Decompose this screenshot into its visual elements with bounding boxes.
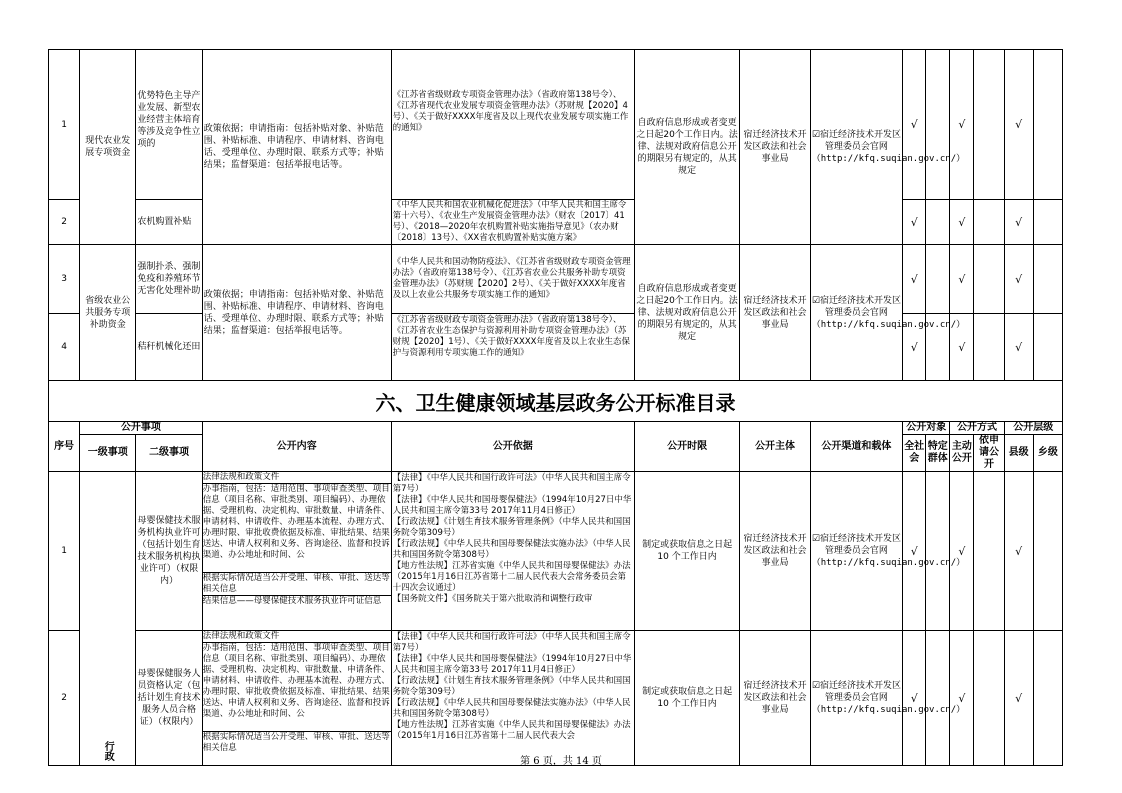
row-number: 2 [49, 631, 80, 766]
check-county: √ [1004, 314, 1033, 381]
check-town [1033, 245, 1062, 314]
check-town [1033, 631, 1062, 766]
public-channel [810, 245, 966, 381]
header-object: 公开对象 [903, 422, 950, 435]
public-time: 制定或获取信息之日起 10 个工作日内 [634, 472, 740, 631]
check-town [1033, 314, 1062, 381]
public-basis: 《江苏省省级财政专项资金管理办法》（省政府第138号令）、《江苏省农业生态保护与资源利用补助专项资金管理办法》（苏财规【2020】1号）、《关于做好XXXX年度省及以上农业生态保护与资源利用专项实施工作的通知》 [391, 314, 634, 381]
public-subject: 宿迁经济技术开发区政法和社会事业局 [740, 631, 810, 766]
check-specific-group [926, 50, 950, 200]
row-number: 4 [49, 314, 80, 381]
second-level-item: 母婴保健技术服务机构执业许可（包括计划生育技术服务机构执业许可）（权限内） [136, 472, 202, 631]
check-active: √ [950, 631, 974, 766]
header-m-request: 依申请公开 [974, 435, 1004, 472]
content-line: 法律法规和政策文件 [203, 472, 391, 484]
row-number: 1 [49, 472, 80, 631]
public-time: 自政府信息形成或者变更之日起20个工作日内。法律、法规对政府信息公开的期限另有规定的，从其规定 [634, 50, 740, 245]
check-on-request [974, 472, 1004, 631]
catalog-sheet [48, 49, 1063, 766]
public-subject: 宿迁经济技术开发区政法和社会事业局 [740, 50, 810, 245]
header-channel: 公开渠道和载体 [810, 422, 902, 472]
check-specific-group [926, 631, 950, 766]
public-basis: 【法律】《中华人民共和国行政许可法》（中华人民共和国主席令第7号） 【法律】《中华人民共和国母婴保健法》（1994年10月27日中华人民共和国主席令第33号 2017年11月4日修正） 【行政法规】《计划生育技术服务管理条例》（中华人民共和国国务院令第309号） 【行政法规】《中华人民共和国母婴保健法实施办法》（中华人民共和国国务院令第308号） 【地方性法规】江苏省实施《中华人民共和国母婴保健法》办法（2015年1月16日江苏省第十二届人民代表大会常务委员会第十四次会议通过） 【国务院文件】《国务院关于第六批取消和调整行政审 [391, 472, 634, 631]
public-time: 制定或获取信息之日起 10 个工作日内 [634, 631, 740, 766]
check-specific-group [926, 200, 950, 245]
public-channel [810, 472, 966, 631]
table-row [49, 631, 1063, 766]
header-public-matter: 公开事项 [80, 422, 203, 435]
check-all-society: √ [903, 314, 926, 381]
public-channel [810, 631, 966, 766]
check-county: √ [1004, 245, 1033, 314]
check-county: √ [1004, 472, 1033, 631]
channel-url: （http://kfq.suqian.gov.cn/） [811, 319, 966, 330]
first-level-item: 省级农业公共服务专项补助资金 [80, 245, 136, 381]
channel-url: （http://kfq.suqian.gov.cn/） [811, 558, 966, 568]
table-row [49, 245, 1063, 314]
public-content [202, 472, 391, 631]
public-basis: 《江苏省省级财政专项资金管理办法》（省政府第138号令）、《江苏省现代农业发展专项资金管理办法》（苏财规【2020】4号）、《关于做好XXXX年度省及以上现代农业发展专项实施工作的通知》 [391, 50, 634, 200]
channel-url: （http://kfq.suqian.gov.cn/） [811, 154, 966, 164]
check-active: √ [950, 50, 974, 200]
table-row [49, 200, 1063, 245]
check-all-society: √ [903, 50, 926, 200]
channel-name: ☑宿迁经济技术开发区管理委员会官网 [811, 295, 901, 318]
check-on-request [974, 200, 1004, 245]
header-obj-specific: 特定群体 [926, 435, 950, 472]
header-level: 公开层级 [1004, 422, 1062, 435]
header-first-level: 一级事项 [80, 435, 136, 472]
channel-name: ☑宿迁经济技术开发区管理委员会官网 [811, 534, 901, 556]
first-level-item [80, 472, 136, 766]
header-method: 公开方式 [950, 422, 1004, 435]
public-basis: 【法律】《中华人民共和国行政许可法》（中华人民共和国主席令第7号） 【法律】《中华人民共和国母婴保健法》（1994年10月27日中华人民共和国主席令第33号 2017年11月4日修正） 【行政法规】《计划生育技术服务管理条例》（中华人民共和国国务院令第309号） 【行政法规】《中华人民共和国母婴保健法实施办法》（中华人民共和国国务院令第308号） 【地方性法规】江苏省实施《中华人民共和国母婴保健法》办法（2015年1月16日江苏省第十二届人民代表大会 [391, 631, 634, 766]
header-content: 公开内容 [202, 422, 391, 472]
check-all-society: √ [903, 472, 926, 631]
content-line: 办事指南，包括：适用范围、事项审查类型、项目信息（项目名称、审批类别、项目编码）、办理依据、受理机构、决定机构、审批数量、申请条件、申请材料、申请收件、办理基本流程、办理方式、办理时限、审批收费依据及标准、审批结果、结果送达、申请人权利和义务、咨询途径、监督和投诉渠道、办公地址和时间、公 [203, 643, 391, 732]
public-content [202, 631, 391, 766]
check-active: √ [950, 314, 974, 381]
header-m-active: 主动公开 [950, 435, 974, 472]
check-county: √ [1004, 631, 1033, 766]
public-channel [810, 50, 966, 245]
header-subject: 公开主体 [740, 422, 810, 472]
check-town [1033, 472, 1062, 631]
check-all-society: √ [903, 200, 926, 245]
table-row [49, 472, 1063, 631]
second-level-item: 母婴保健服务人员资格认定（包括计划生育技术服务人员合格证）（权限内） [136, 631, 202, 766]
check-on-request [974, 314, 1004, 381]
public-basis: 《中华人民共和国动物防疫法》、《江苏省省级财政专项资金管理办法》（省政府第138号令）、《江苏省农业公共服务补助专项资金管理办法》（苏财规【2020】2号）、《关于做好XXXX年度省及以上农业公共服务专项实施工作的通知》 [391, 245, 634, 314]
header-time: 公开时限 [634, 422, 740, 472]
section-title-row [49, 381, 1063, 422]
content-line: 根据实际情况适当公开受理、审核、审批、送达等相关信息 [202, 573, 390, 594]
check-all-society: √ [903, 245, 926, 314]
header-l-county: 县级 [1004, 435, 1033, 472]
second-level-item: 农机购置补贴 [136, 200, 202, 245]
check-active: √ [950, 245, 974, 314]
public-content: 政策依据；申请指南：包括补贴对象、补贴范围、补贴标准、申请程序、申请材料、咨询电话、受理单位、办理时限、联系方式等；补贴结果；监督渠道：包括举报电话等。 [202, 50, 391, 245]
second-level-item: 优势特色主导产业发展、新型农业经营主体培育等涉及竞争性立项的 [136, 50, 202, 200]
header-row [49, 422, 1063, 435]
public-content: 政策依据；申请指南：包括补贴对象、补贴范围、补贴标准、申请程序、申请材料、咨询电话、受理单位、办理时限、联系方式等；补贴结果；监督渠道：包括举报电话等。 [202, 245, 391, 381]
second-level-item: 秸秆机械化还田 [136, 314, 202, 381]
check-on-request [974, 245, 1004, 314]
check-active: √ [950, 472, 974, 631]
content-line: 根据实际情况适当公开受理、审核、审批、送达等相关信息 [202, 732, 390, 753]
content-line: 结果信息——母婴保健技术服务执业许可证信息 [202, 596, 382, 606]
content-line: 法律法规和政策文件 [203, 631, 391, 643]
check-specific-group [926, 472, 950, 631]
header-basis: 公开依据 [391, 422, 634, 472]
catalog-table [48, 49, 1063, 766]
check-all-society: √ [903, 631, 926, 766]
first-level-item: 现代农业发展专项资金 [80, 50, 136, 245]
header-obj-all: 全社会 [903, 435, 926, 472]
content-line: 办事指南，包括：适用范围、事项审查类型、项目信息（项目名称、审批类别、项目编码）、办理依据、受理机构、决定机构、审批数量、申请条件、申请材料、申请收件、办理基本流程、办理方式、办理时限、审批收费依据及标准、审批结果、结果送达、申请人权利和义务、咨询途径、监督和投诉渠道、办公地址和时间、公 [203, 484, 391, 573]
header-second-level: 二级事项 [136, 435, 202, 472]
row-number: 2 [49, 200, 80, 245]
row-number: 1 [49, 50, 80, 200]
row-number: 3 [49, 245, 80, 314]
check-on-request [974, 631, 1004, 766]
public-subject: 宿迁经济技术开发区政法和社会事业局 [740, 472, 810, 631]
page-footer: 第 6 页，共 14 页 [520, 756, 602, 767]
channel-url: （http://kfq.suqian.gov.cn/） [811, 705, 966, 715]
check-county: √ [1004, 50, 1033, 200]
check-active: √ [950, 200, 974, 245]
channel-name: ☑宿迁经济技术开发区管理委员会官网 [811, 130, 901, 152]
check-county: √ [1004, 200, 1033, 245]
check-town [1033, 200, 1062, 245]
public-time: 自政府信息形成或者变更之日起20个工作日内。法律、法规对政府信息公开的期限另有规定的，从其规定 [634, 245, 740, 381]
check-specific-group [926, 245, 950, 314]
section-title: 六、卫生健康领域基层政务公开标准目录 [49, 381, 1063, 422]
public-subject: 宿迁经济技术开发区政法和社会事业局 [740, 245, 810, 381]
header-l-town: 乡级 [1033, 435, 1062, 472]
second-level-item: 强制扑杀、强制免疫和养殖环节无害化处理补助 [136, 245, 202, 314]
header-no: 序号 [49, 422, 80, 472]
first-level-label: 行政 [102, 741, 114, 761]
check-town [1033, 50, 1062, 200]
table-row [49, 50, 1063, 200]
public-basis: 《中华人民共和国农业机械化促进法》（中华人民共和国主席令 第十六号）、《农业生产发展资金管理办法》（财农〔2017〕41号）、《2018—2020年农机购置补贴实施指导意见》（农办财〔2018〕13号）、《XX省农机购置补贴实施方案》 [391, 200, 634, 245]
channel-name: ☑宿迁经济技术开发区管理委员会官网 [811, 681, 901, 703]
check-on-request [974, 50, 1004, 200]
